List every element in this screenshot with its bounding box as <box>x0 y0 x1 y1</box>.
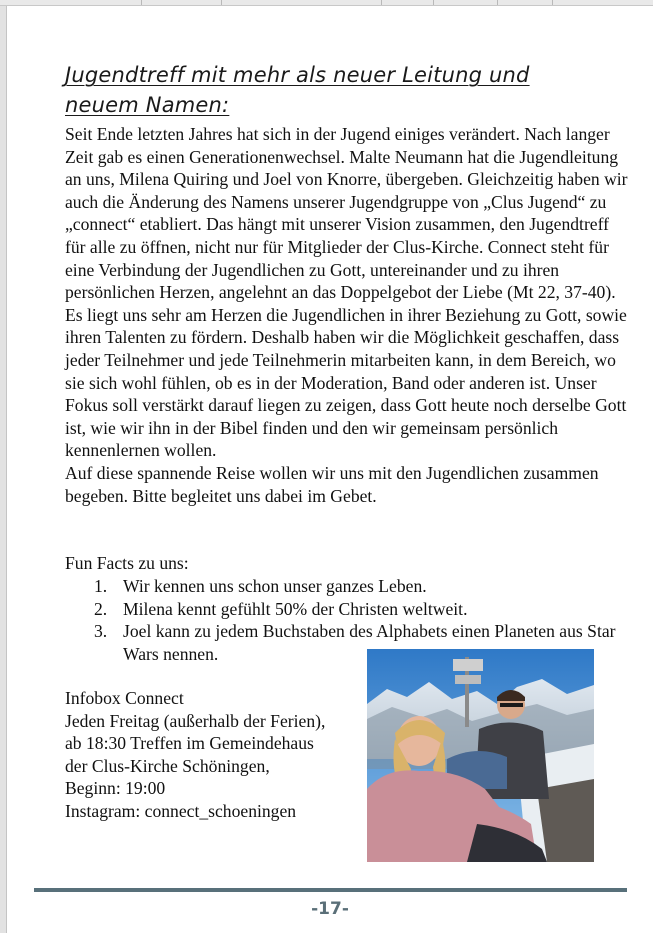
toolbar-separator <box>432 0 434 5</box>
viewer-gutter <box>0 6 7 933</box>
fun-facts-heading: Fun Facts zu uns: <box>65 553 189 573</box>
list-item <box>65 598 625 621</box>
infobox-line: Beginn: 19:00 <box>65 778 166 799</box>
leaders-photo <box>367 649 594 862</box>
toolbar-separator <box>140 0 142 5</box>
list-number: 2. <box>94 598 108 619</box>
page-number: -17- <box>311 899 349 919</box>
list-item <box>65 575 625 598</box>
infobox-line: Jeden Freitag (außerhalb der Ferien), <box>65 710 326 731</box>
toolbar-separator <box>380 0 382 5</box>
infobox-line: der Clus-Kirche Schöningen, <box>65 755 270 776</box>
list-number: 1. <box>94 576 108 596</box>
list-text: Joel kann zu jedem Buchstaben des Alphabets einen Planeten aus Star Wars nennen. <box>123 621 616 664</box>
list-number: 3. <box>94 621 108 642</box>
body-paragraph: Auf diese spannende Reise wollen wir uns mit den Jugendlichen zusammen begeben. Bitte begleitet uns dabei im Gebet. <box>65 462 599 506</box>
infobox-title: Infobox Connect <box>65 688 184 708</box>
list-text: Milena kennt gefühlt 50% der Christen weltweit. <box>123 598 468 619</box>
document-page <box>7 6 653 933</box>
infobox-line: ab 18:30 Treffen im Gemeindehaus <box>65 733 314 754</box>
mountain-photo-illustration <box>367 649 594 862</box>
infobox-line: Instagram: connect_schoeningen <box>65 800 297 821</box>
toolbar-separator <box>551 0 553 5</box>
footer-rule <box>34 888 627 892</box>
article-body <box>65 123 633 507</box>
article-title: Jugendtreff mit mehr als neuer Leitung und neuem Namen: <box>65 63 530 117</box>
toolbar-separator <box>220 0 222 5</box>
body-paragraph: Seit Ende letzten Jahres hat sich in der Jugend einiges verändert. Nach langer Zeit gab es einen Generationenwechsel. Malte Neumann hat die Jugendleitung an uns, Milena Quiring und Joel von Knorre, übergeben. Gleichzeitig haben wir auch die Änderung des Namens unserer Jugendgruppe von „Clus Jugend“ zu „connect“ etabliert. Das hängt mit unserer Vision zusammen, den Jugendtreff für alle zu öffnen, nicht nur für Mitglieder der Clus-Kirche. Connect steht für eine Verbindung der Jugendlichen zu Gott, untereinander und zu ihren persönlichen Herzen, angelehnt an das Doppelgebot der Liebe (Mt 22, 37-40). Es liegt uns sehr am Herzen die Jugendlichen in ihrer Beziehung zu Gott, sowie ihren Talenten zu fördern. Deshalb haben wir die Möglichkeit geschaffen, dass jeder Teilnehmer und jede Teilnehmerin mitarbeiten kann, in dem Bereich, wo sie sich wohl fühlen, ob es in der Moderation, Band oder anderen ist. Unser Fokus soll verstärkt darauf liegen zu zeigen, dass Gott heute noch derselbe Gott ist, wie wir ihn in der Bibel finden und den wir gemeinsam persönlich kennenlernen wollen. <box>65 124 628 461</box>
list-text: Wir kennen uns schon unser ganzes Leben. <box>123 576 427 596</box>
toolbar-separator <box>496 0 498 5</box>
infobox <box>65 687 365 823</box>
